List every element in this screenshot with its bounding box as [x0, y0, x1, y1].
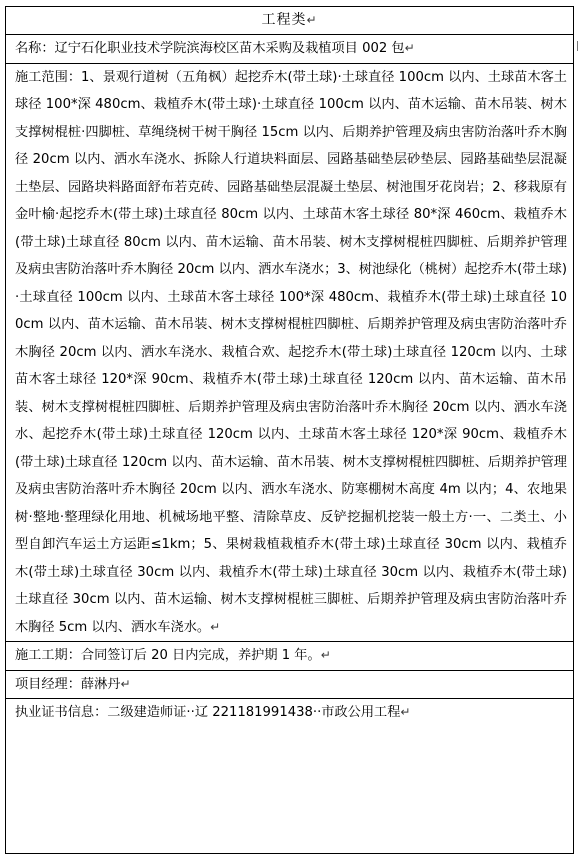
construction-period-row	[6, 642, 573, 671]
project-info-table	[5, 6, 574, 854]
header-title: 工程类	[261, 12, 307, 28]
paragraph-mark-icon: ↵	[404, 41, 415, 55]
paragraph-mark-icon: ↵	[400, 705, 411, 719]
project-name-text: 名称：辽宁石化职业技术学院滨海校区苗木采购及栽植项目 002 包	[15, 41, 405, 56]
project-name-row	[6, 35, 573, 64]
certificate-info-row	[6, 699, 573, 727]
paragraph-mark-icon: ↵	[320, 648, 331, 662]
project-manager-row	[6, 671, 573, 700]
construction-scope-text: 施工范围：1、景观行道树（五角枫）起挖乔木(带土球)·土球直径 100cm 以内、土球苗木客土球径 100*深 480cm、栽植乔木(带土球)·土球直径 100cm 以内、苗木运输、苗木吊装、树木支撑树棍桩·四脚桩、草绳绕树干树干胸径 15cm 以内、后期养护管理及病虫害防治落叶乔木胸径 20cm 以内、洒水车浇水、拆除人行道块料面层、园路基础垫层砂垫层、园路基础垫层混凝土垫层、园路块料路面舒布若克砖、园路基础垫层混凝土垫层、树池围牙花岗岩；2、移栽原有金叶榆·起挖乔木(带土球)土球直径 80cm 以内、土球苗木客土球径 80*深 460cm、栽植乔木(带土球)土球直径 80cm 以内、苗木运输、苗木吊装、树木支撑树棍桩四脚桩、后期养护管理及病虫害防治落叶乔木胸径 20cm 以内、洒水车浇水；3、树池绿化（桃树）起挖乔木(带土球)·土球直径 100cm 以内、土球苗木客土球径 100*深 480cm、栽植乔木(带土球)土球直径 100cm 以内、苗木运输、苗木吊装、树木支撑树棍桩四脚桩、后期养护管理及病虫害防治落叶乔木胸径 20cm 以内、洒水车浇水、栽植合欢、起挖乔木(带土球)土球直径 120cm 以内、土球苗木客土球径 120*深 90cm、栽植乔木(带土球)土球直径 120cm 以内、苗木运输、苗木吊装、树木支撑树棍桩四脚桩、后期养护管理及病虫害防治落叶乔木胸径 20cm 以内、洒水车浇水、起挖乔木(带土球)土球直径 120cm 以内、土球苗木客土球径 120*深 90cm、栽植乔木(带土球)土球直径 120cm 以内、苗木运输、苗木吊装、树木支撑树棍桩四脚桩、后期养护管理及病虫害防治落叶乔木胸径 20cm 以内、洒水车浇水、防寒棚树木高度 4m 以内；4、农地果树·整地·整理绿化用地、机械场地平整、清除草皮、反铲挖掘机挖装一般土方·一、二类土、小型自卸汽车运土方运距≤1km；5、果树栽植栽植乔木(带土球)土球直径 30cm 以内、栽植乔木(带土球)土球直径 30cm 以内、栽植乔木(带土球)土球直径 30cm 以内、栽植乔木(带土球)土球直径 30cm 以内、苗木运输、树木支撑树棍桩三脚桩、后期养护管理及病虫害防治落叶乔木胸径 5cm 以内、洒水车浇水。	[15, 69, 567, 635]
table-corner-marker	[577, 41, 578, 51]
paragraph-mark-icon: ↵	[210, 619, 221, 634]
table-header	[6, 7, 573, 35]
paragraph-mark-icon: ↵	[306, 13, 318, 27]
construction-scope-row	[6, 64, 573, 643]
project-manager-text: 项目经理：薛淋丹	[15, 676, 121, 692]
paragraph-mark-icon: ↵	[120, 676, 131, 691]
construction-period-text: 施工工期：合同签订后 20 日内完成，养护期 1 年。	[15, 648, 321, 663]
certificate-info-text: 执业证书信息：二级建造师证··辽 221181991438··市政公用工程	[15, 705, 401, 720]
